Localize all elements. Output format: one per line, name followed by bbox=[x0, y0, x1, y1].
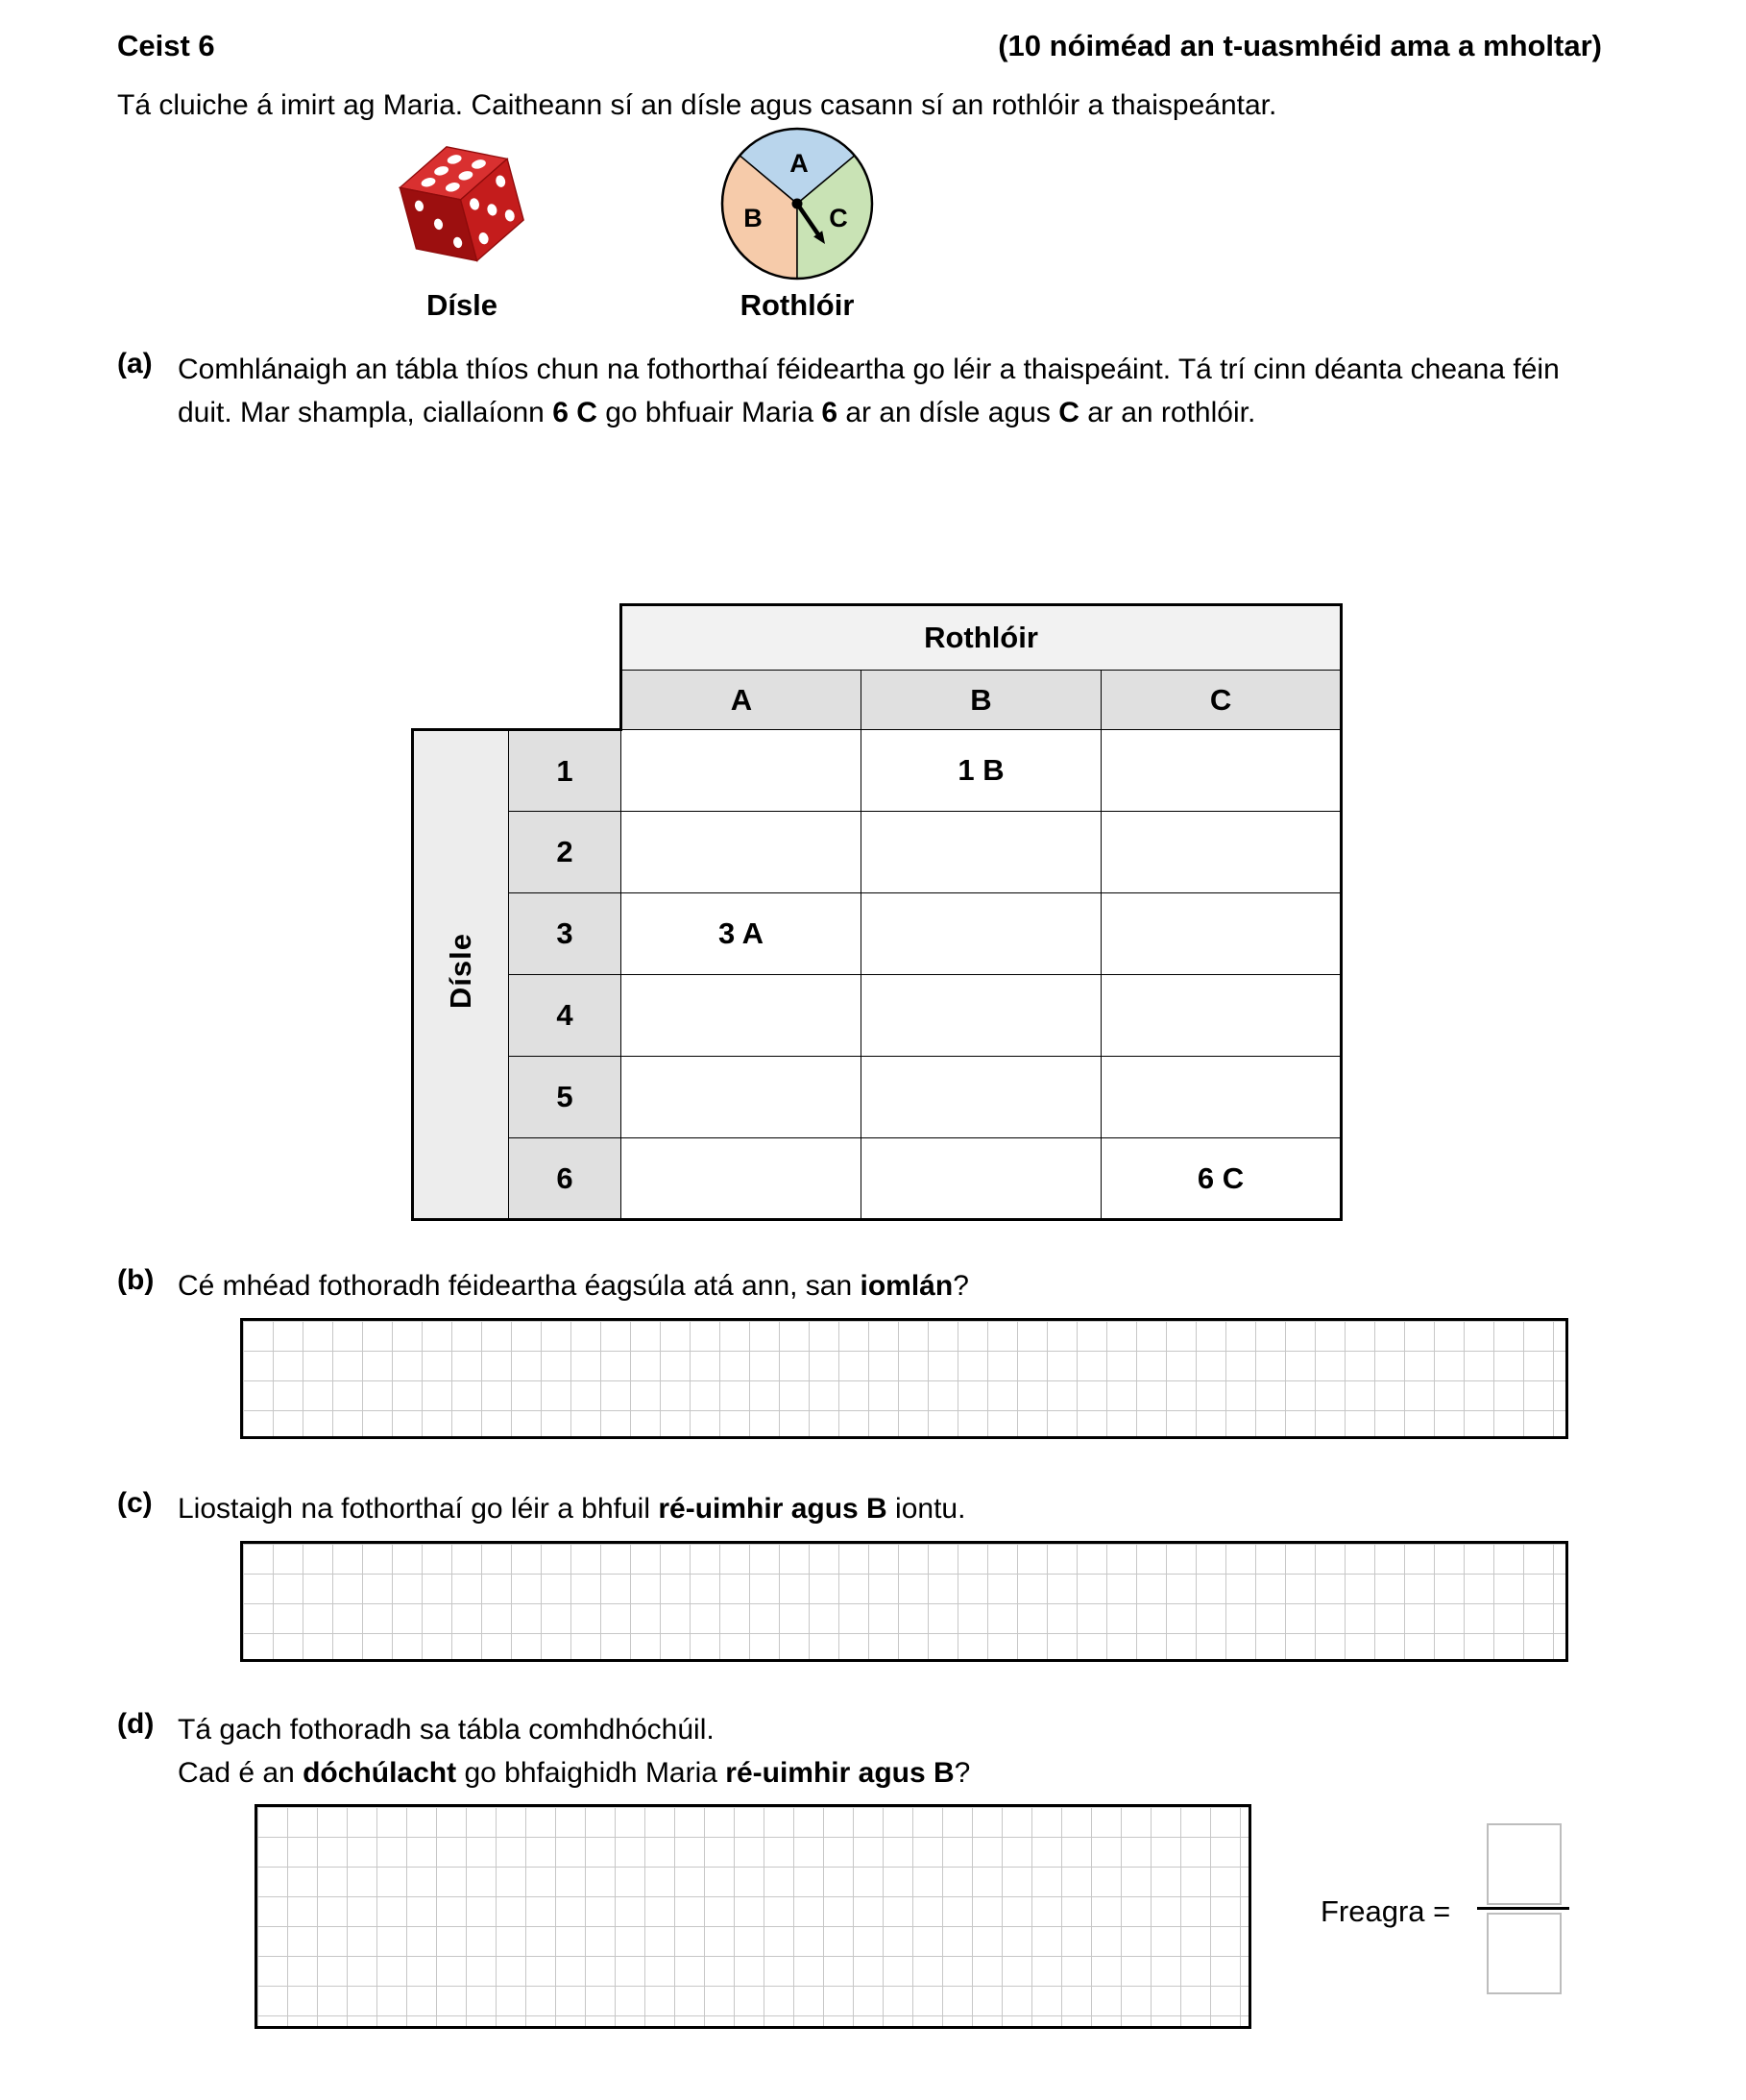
row-header-6: 6 bbox=[509, 1138, 621, 1220]
outcome-cell-6B[interactable] bbox=[861, 1138, 1102, 1220]
text-segment-bold: 6 bbox=[821, 397, 838, 428]
col-header-a: A bbox=[621, 671, 861, 730]
text-segment: ? bbox=[954, 1757, 971, 1789]
col-header-b: B bbox=[861, 671, 1102, 730]
answer-grid-b[interactable] bbox=[240, 1318, 1568, 1439]
fraction-answer bbox=[1487, 1823, 1562, 1994]
outcome-cell-5C[interactable] bbox=[1102, 1057, 1342, 1138]
outcome-cell-3B[interactable] bbox=[861, 893, 1102, 975]
spinner-caption: Rothlóir bbox=[740, 288, 855, 322]
outcome-cell-4A[interactable] bbox=[621, 975, 861, 1057]
text-segment: Cad é an bbox=[178, 1757, 303, 1789]
outcome-cell-1C[interactable] bbox=[1102, 730, 1342, 812]
text-segment: Liostaigh na fothorthaí go léir a bhfuil bbox=[178, 1493, 659, 1525]
outcome-cell-6A[interactable] bbox=[621, 1138, 861, 1220]
row-header-3: 3 bbox=[509, 893, 621, 975]
spinner-image bbox=[706, 115, 888, 293]
text-segment: Comhlánaigh an tábla thíos chun na fothorthaí féideartha go léir a thaispeáint. Tá trí cinn déanta cheana féin duit. Mar shampla, ciallaíonn bbox=[178, 354, 1560, 428]
spinner-center-dot bbox=[792, 199, 803, 209]
section-c-text bbox=[178, 1487, 1570, 1530]
col-header-c: C bbox=[1102, 671, 1342, 730]
row-header-1: 1 bbox=[509, 730, 621, 812]
intro-text: Tá cluiche á imirt ag Maria. Caitheann sí an dísle agus casann sí an rothlóir a thaispeántar. bbox=[117, 89, 1277, 121]
question-number: Ceist 6 bbox=[117, 29, 215, 62]
text-segment: ar an rothlóir. bbox=[1079, 397, 1256, 428]
outcome-cell-5B[interactable] bbox=[861, 1057, 1102, 1138]
section-d-label: (d) bbox=[117, 1708, 155, 1740]
text-segment-bold: 6 C bbox=[552, 397, 597, 428]
text-segment: go bhfuair Maria bbox=[596, 397, 822, 428]
answer-grid-c[interactable] bbox=[240, 1541, 1568, 1662]
text-segment-bold: ré-uimhir agus B bbox=[658, 1493, 887, 1525]
answer-grid-d[interactable] bbox=[255, 1804, 1251, 2029]
fraction-numerator-box[interactable] bbox=[1487, 1823, 1562, 1905]
spinner-column-group-header: Rothlóir bbox=[621, 605, 1342, 671]
section-d-line2 bbox=[178, 1751, 1570, 1795]
table-corner-spacer bbox=[413, 605, 621, 671]
text-segment: ar an dísle agus bbox=[837, 397, 1059, 428]
die-image bbox=[376, 119, 547, 290]
answer-equals-label: Freagra = bbox=[1321, 1894, 1451, 1928]
spinner-label-a: A bbox=[789, 149, 809, 178]
section-c-label: (c) bbox=[117, 1487, 153, 1519]
outcome-cell-2A[interactable] bbox=[621, 812, 861, 893]
text-segment: go bhfaighidh Maria bbox=[456, 1757, 726, 1789]
text-segment: iontu. bbox=[886, 1493, 966, 1525]
text-segment-bold: C bbox=[1058, 397, 1079, 428]
outcome-cell-4C[interactable] bbox=[1102, 975, 1342, 1057]
row-header-5: 5 bbox=[509, 1057, 621, 1138]
text-segment-bold: iomlán bbox=[860, 1270, 954, 1302]
outcome-cell-3C[interactable] bbox=[1102, 893, 1342, 975]
table-corner-spacer bbox=[413, 671, 621, 730]
die-row-group-header bbox=[413, 730, 509, 1220]
time-allocation-note: (10 nóiméad an t-uasmhéid ama a mholtar) bbox=[998, 29, 1602, 62]
section-d-line1: Tá gach fothoradh sa tábla comhdhóchúil. bbox=[178, 1714, 715, 1746]
section-b-label: (b) bbox=[117, 1264, 155, 1296]
outcome-cell-4B[interactable] bbox=[861, 975, 1102, 1057]
header-bar bbox=[117, 29, 1602, 63]
outcome-cell-1B: 1 B bbox=[861, 730, 1102, 812]
die-row-group-label: Dísle bbox=[444, 932, 477, 1010]
spinner-label-b: B bbox=[743, 204, 763, 232]
text-segment-bold: dóchúlacht bbox=[303, 1757, 457, 1789]
row-header-2: 2 bbox=[509, 812, 621, 893]
spinner-label-c: C bbox=[829, 204, 848, 232]
fraction-bar bbox=[1477, 1907, 1569, 1910]
die-caption: Dísle bbox=[425, 288, 498, 322]
section-a-text bbox=[178, 348, 1570, 434]
outcome-cell-1A[interactable] bbox=[621, 730, 861, 812]
section-b-text bbox=[178, 1264, 1570, 1307]
outcome-cell-2B[interactable] bbox=[861, 812, 1102, 893]
section-d-text bbox=[178, 1708, 1570, 1795]
outcome-cell-5A[interactable] bbox=[621, 1057, 861, 1138]
outcomes-table bbox=[411, 603, 1343, 1221]
text-segment: Cé mhéad fothoradh féideartha éagsúla atá ann, san bbox=[178, 1270, 861, 1302]
section-a-label: (a) bbox=[117, 348, 153, 379]
text-segment-bold: ré-uimhir agus B bbox=[725, 1757, 955, 1789]
outcome-cell-2C[interactable] bbox=[1102, 812, 1342, 893]
outcome-cell-3A: 3 A bbox=[621, 893, 861, 975]
row-header-4: 4 bbox=[509, 975, 621, 1057]
outcome-cell-6C: 6 C bbox=[1102, 1138, 1342, 1220]
fraction-denominator-box[interactable] bbox=[1487, 1913, 1562, 1994]
text-segment: ? bbox=[953, 1270, 969, 1302]
